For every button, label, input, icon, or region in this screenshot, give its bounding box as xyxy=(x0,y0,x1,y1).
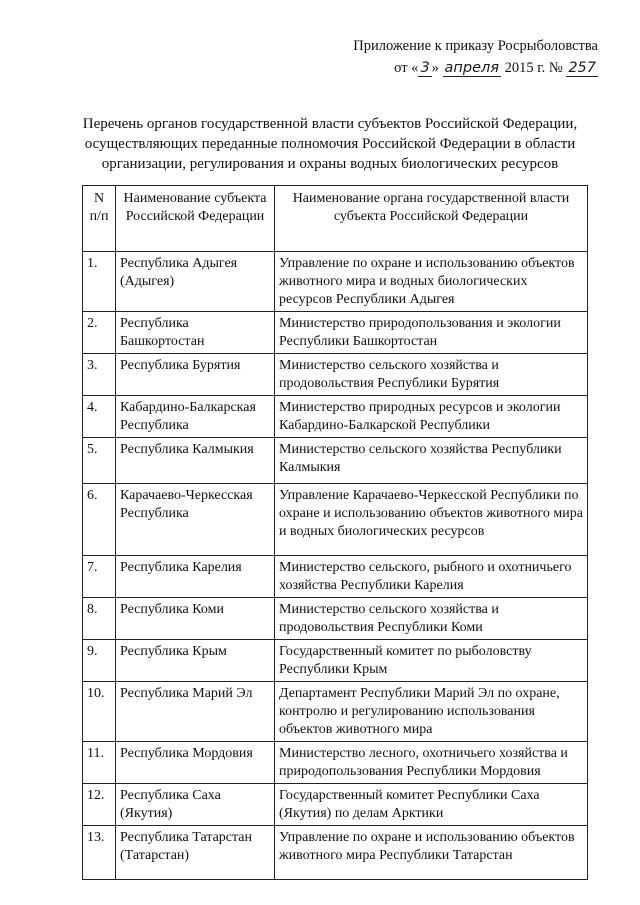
row-organ: Департамент Республики Марий Эл по охране, контролю и регулированию использования объектов животного мира xyxy=(275,682,588,742)
table-row xyxy=(83,682,588,742)
table-row xyxy=(83,742,588,784)
row-number: 2. xyxy=(83,312,116,354)
row-number: 7. xyxy=(83,556,116,598)
header-num: N п/п xyxy=(83,186,116,252)
row-subject: Республика Мордовия xyxy=(116,742,275,784)
date-mid: » xyxy=(431,60,439,76)
row-organ: Министерство лесного, охотничьего хозяйства и природопользования Республики Мордовия xyxy=(275,742,588,784)
row-subject: Республика Татарстан (Татарстан) xyxy=(116,826,275,880)
header-line-1: Приложение к приказу Росрыболовства xyxy=(353,38,598,54)
handwritten-month: апреля xyxy=(444,60,500,76)
table-row xyxy=(83,396,588,438)
handwritten-number: 257 xyxy=(568,60,596,76)
row-subject: Республика Крым xyxy=(116,640,275,682)
row-number: 6. xyxy=(83,484,116,556)
authorities-table xyxy=(82,185,588,880)
row-number: 13. xyxy=(83,826,116,880)
table-row xyxy=(83,640,588,682)
row-organ: Министерство сельского хозяйства и продовольствия Республики Коми xyxy=(275,598,588,640)
row-number: 4. xyxy=(83,396,116,438)
row-organ: Управление по охране и использованию объектов животного мира Республики Татарстан xyxy=(275,826,588,880)
table-row xyxy=(83,312,588,354)
row-organ: Министерство сельского хозяйства и продовольствия Республики Бурятия xyxy=(275,354,588,396)
row-subject: Республика Карелия xyxy=(116,556,275,598)
table-row xyxy=(83,252,588,312)
row-number: 10. xyxy=(83,682,116,742)
handwritten-day: 3 xyxy=(420,60,430,76)
table-row xyxy=(83,484,588,556)
table-row xyxy=(83,354,588,396)
title-line-1: Перечень органов государственной власти субъектов Российской Федерации, xyxy=(82,116,578,132)
row-subject: Карачаево-Черкесская Республика xyxy=(116,484,275,556)
row-number: 5. xyxy=(83,438,116,484)
row-subject: Республика Саха (Якутия) xyxy=(116,784,275,826)
row-organ: Государственный комитет Республики Саха (Якутия) по делам Арктики xyxy=(275,784,588,826)
table-row xyxy=(83,438,588,484)
row-number: 8. xyxy=(83,598,116,640)
row-subject: Республика Адыгея (Адыгея) xyxy=(116,252,275,312)
table-row xyxy=(83,784,588,826)
row-subject: Республика Калмыкия xyxy=(116,438,275,484)
title-line-2: осуществляющих переданные полномочия Российской Федерации в области xyxy=(84,136,576,152)
row-organ: Министерство природопользования и экологии Республики Башкортостан xyxy=(275,312,588,354)
date-prefix: от « xyxy=(394,60,419,76)
table-row xyxy=(83,826,588,880)
header-organ: Наименование органа государственной власти субъекта Российской Федерации xyxy=(275,186,588,252)
row-organ: Министерство сельского, рыбного и охотничьего хозяйства Республики Карелия xyxy=(275,556,588,598)
table-header-row xyxy=(83,186,588,252)
row-number: 11. xyxy=(83,742,116,784)
row-number: 12. xyxy=(83,784,116,826)
title-line-3: организации, регулирования и охраны водных биологических ресурсов xyxy=(101,156,559,172)
table-body xyxy=(83,252,588,880)
row-organ: Государственный комитет по рыболовству Республики Крым xyxy=(275,640,588,682)
document-header xyxy=(353,35,598,79)
date-year: 2015 г. № xyxy=(504,60,563,76)
row-number: 9. xyxy=(83,640,116,682)
header-line-2 xyxy=(353,57,598,79)
row-number: 3. xyxy=(83,354,116,396)
table-row xyxy=(83,598,588,640)
row-subject: Республика Коми xyxy=(116,598,275,640)
row-organ: Министерство природных ресурсов и экологии Кабардино-Балкарской Республики xyxy=(275,396,588,438)
document-title xyxy=(60,114,600,174)
row-number: 1. xyxy=(83,252,116,312)
row-subject: Кабардино-Балкарская Республика xyxy=(116,396,275,438)
row-subject: Республика Марий Эл xyxy=(116,682,275,742)
row-organ: Управление по охране и использованию объектов животного мира и водных биологических ресурсов Республики Адыгея xyxy=(275,252,588,312)
table-row xyxy=(83,556,588,598)
row-organ: Управление Карачаево-Черкесской Республики по охране и использованию объектов животного мира и водных биологических ресурсов xyxy=(275,484,588,556)
row-subject: Республика Башкортостан xyxy=(116,312,275,354)
row-subject: Республика Бурятия xyxy=(116,354,275,396)
header-subject: Наименование субъекта Российской Федерации xyxy=(116,186,275,252)
row-organ: Министерство сельского хозяйства Республики Калмыкия xyxy=(275,438,588,484)
